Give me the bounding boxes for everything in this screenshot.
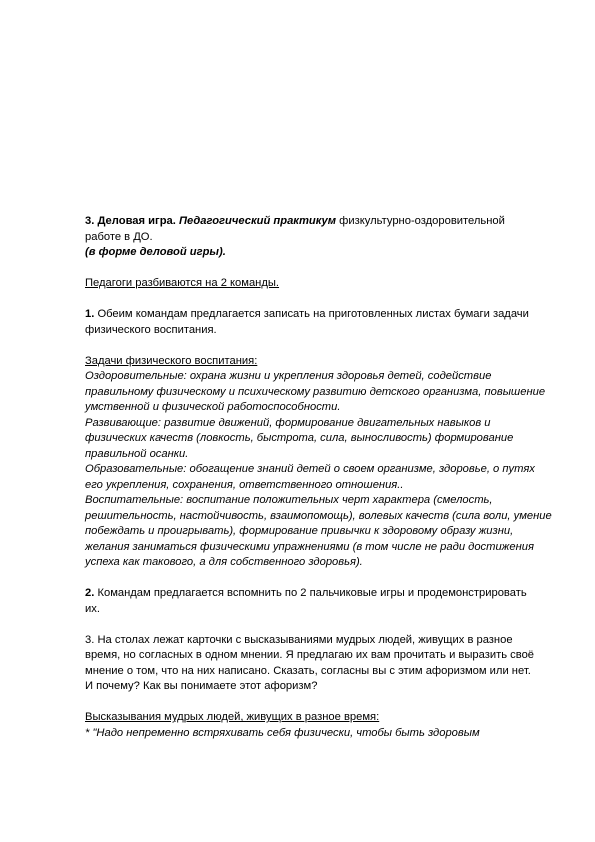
tasks-line: правильному физическому и психическому развитию детского организма, повышение xyxy=(85,385,546,398)
task-3 xyxy=(85,633,555,695)
section-heading xyxy=(85,214,555,261)
tasks-line: побеждать и проигрывать), формирование привычки к здоровому образу жизни, xyxy=(85,525,514,537)
task-1-line-1 xyxy=(85,307,555,323)
tasks-line: Образовательные: обогащение знаний детей о своем организме, здоровье, о путях xyxy=(85,463,535,475)
tasks-line: его укрепления, сохранения, ответственного отношения.. xyxy=(85,478,404,491)
heading-line-3: (в форме деловой игры). xyxy=(85,246,226,258)
task-1-line-2: физического воспитания. xyxy=(85,323,217,336)
tasks-line: Воспитательные: воспитание положительных черт характера (смелость, xyxy=(85,494,493,506)
tasks-line: желания заниматься физическими упражнениями (в том числе не ради достижения xyxy=(85,540,534,553)
heading-rest: физкультурно-оздоровительной xyxy=(339,215,505,227)
task-2-line-2: их. xyxy=(85,602,100,615)
heading-title: Деловая игра. xyxy=(97,215,176,227)
document-body xyxy=(85,214,555,741)
task-1 xyxy=(85,307,555,338)
quote-item: * "Надо непременно встряхивать себя физически, чтобы быть здоровым xyxy=(85,726,480,739)
task-3-line: И почему? Как вы понимаете этот афоризм? xyxy=(85,680,318,692)
tasks-section xyxy=(85,354,555,571)
tasks-line: правильной осанки. xyxy=(85,447,189,460)
tasks-line: умственной и физической работоспособности. xyxy=(85,401,341,413)
quotes-section xyxy=(85,710,555,741)
task-2-number: 2. xyxy=(85,587,95,599)
teams-note xyxy=(85,276,555,292)
task-3-line: время, но согласных в одном мнении. Я предлагаю их вам прочитать и выразить своё xyxy=(85,649,535,661)
task-3-line: мнение о том, что на них написано. Сказать, согласны вы с этим афоризмом или нет. xyxy=(85,664,531,677)
task-1-text: Обеим командам предлагается записать на приготовленных листах бумаги задачи xyxy=(97,308,529,320)
task-2-text: Командам предлагается вспомнить по 2 пальчиковые игры и продемонстрировать xyxy=(97,587,527,599)
task-2-line-1 xyxy=(85,586,555,602)
tasks-line: Развивающие: развитие движений, формирование двигательных навыков и xyxy=(85,416,491,429)
tasks-title: Задачи физического воспитания: xyxy=(85,354,258,367)
tasks-line: физических качеств (ловкость, быстрота, сила, выносливость) формирование xyxy=(85,432,514,444)
tasks-line: Оздоровительные: охрана жизни и укрепления здоровья детей, содействие xyxy=(85,370,492,382)
heading-line-1 xyxy=(85,214,555,230)
tasks-line: успеха как такового, а для собственного здоровья). xyxy=(85,556,363,568)
heading-line-2: работе в ДО. xyxy=(85,230,153,243)
quotes-title: Высказывания мудрых людей, живущих в разное время: xyxy=(85,711,380,723)
task-3-line: 3. На столах лежат карточки с высказываниями мудрых людей, живущих в разное xyxy=(85,633,513,646)
heading-number: 3. xyxy=(85,215,95,227)
teams-note-text: Педагоги разбиваются на 2 команды. xyxy=(85,277,280,289)
task-2 xyxy=(85,586,555,617)
tasks-line: решительность, настойчивость, взаимопомощь), волевых качеств (сила воли, умение xyxy=(85,509,552,522)
task-1-number: 1. xyxy=(85,308,95,320)
heading-subtitle: Педагогический практикум xyxy=(178,215,337,227)
